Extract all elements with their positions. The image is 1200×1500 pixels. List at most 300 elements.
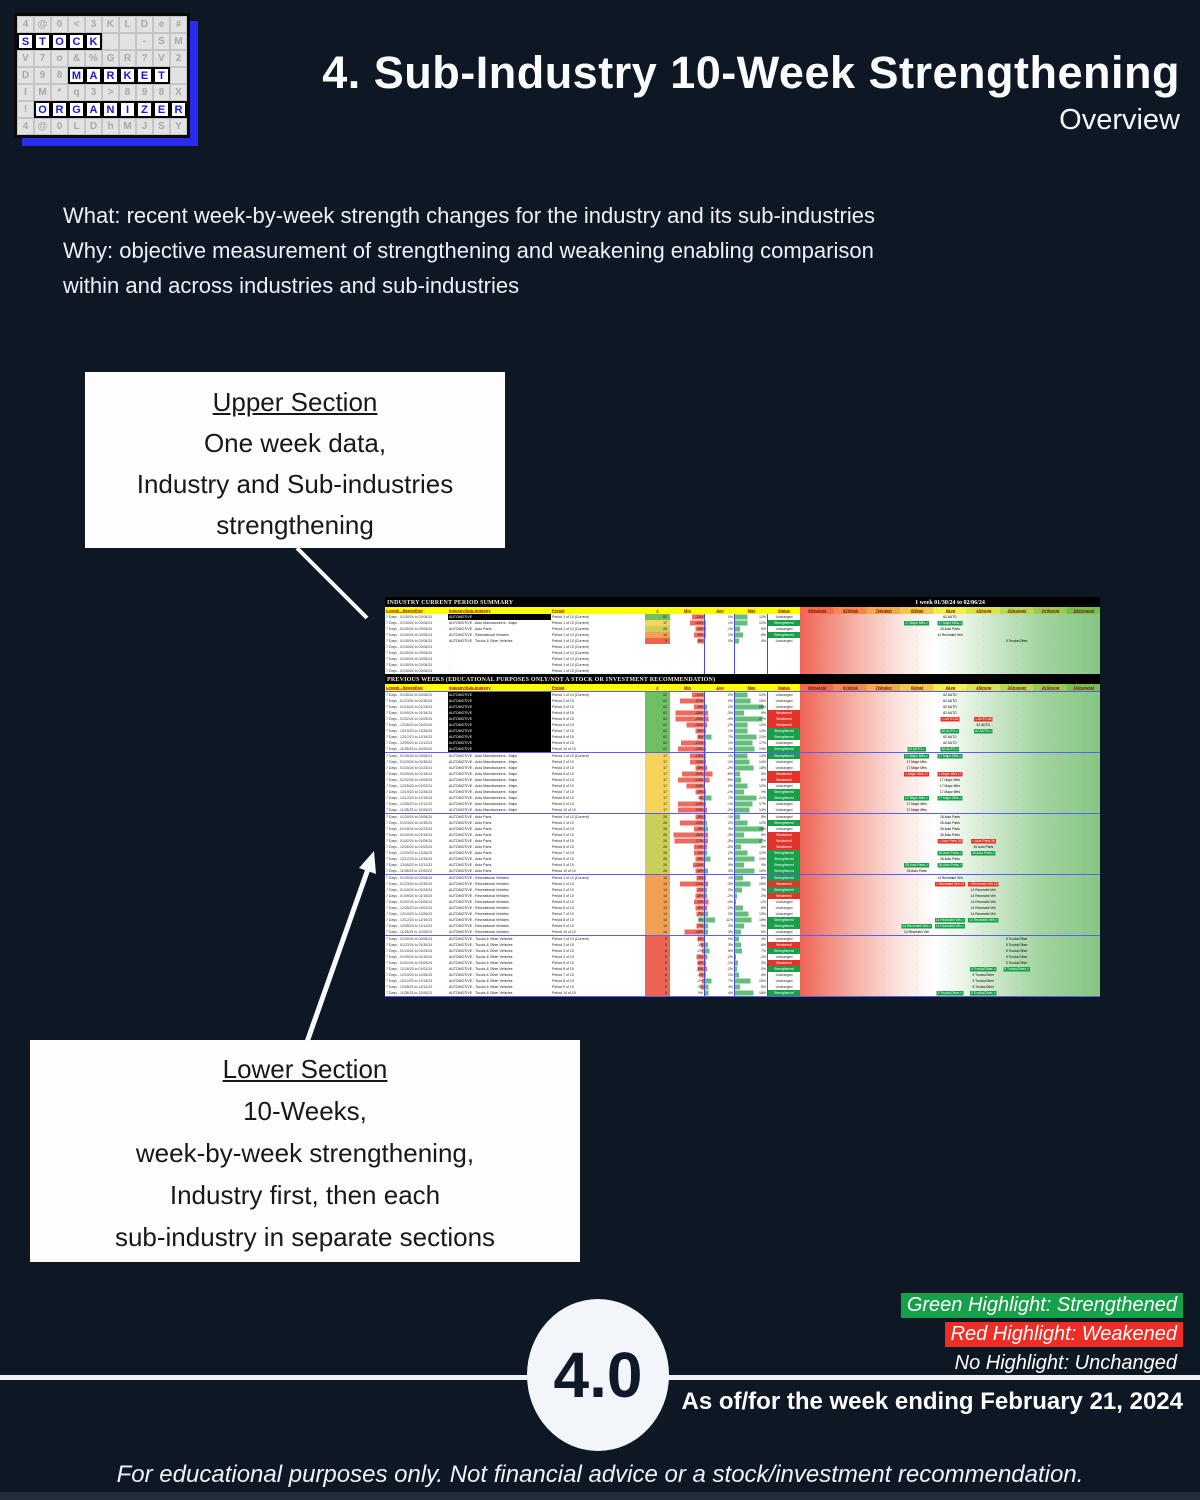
weakened-label: <-AUTO 62 [941,717,959,721]
count-cell: 62 [645,698,670,704]
scale-cell [1000,894,1033,898]
scale-cell [933,723,966,727]
scale-cell [933,888,966,892]
count-cell: 14 [645,887,670,893]
empty-dot: . [1016,645,1018,649]
empty-dot: . [949,912,951,916]
data-bar [705,955,707,960]
scale-cell [1067,888,1100,892]
metric-value: -9% [696,900,703,904]
scale-cell [867,754,900,758]
scale-cell [1067,827,1100,831]
data-bar [735,833,744,838]
empty-dot: . [816,900,818,904]
empty-dot: . [849,876,851,880]
metric-cell [670,929,705,935]
scale-cell [933,955,966,959]
period-cell: Period 7 of 10 [552,729,574,733]
position-label: 5 Trucks/Other [1005,955,1028,959]
data-bar [735,760,749,765]
scale-cell [1067,863,1100,867]
period-cell: Period 8 of 10 [552,979,574,983]
empty-dot: . [1082,766,1084,770]
metric-value: 6% [760,778,766,782]
scale-cell [833,912,866,916]
empty-dot: . [882,627,884,631]
scale-cell [1033,790,1066,794]
date-range-cell: 7 Days - 01/02/24 to 01/09/24 [386,900,433,904]
scale-cell [900,615,933,619]
date-range-cell: 7 Days - 12/12/23 to 12/19/23 [386,796,433,800]
sheet-row [385,668,1100,674]
scale-cell [1000,790,1033,794]
column-header: Status [777,685,791,690]
data-bar [705,747,706,752]
scale-cell [867,717,900,721]
position-label: 5 Trucks/Other [972,985,995,989]
scale-cell [967,985,1000,990]
period-cell: Period 6 of 10 [552,906,574,910]
scale-cell [1033,991,1066,995]
metric-value: -27% [694,839,703,843]
strengthened-label: 14 Recreatnl Veh-> [969,918,998,922]
empty-dot: . [982,772,984,776]
empty-dot: . [916,735,918,739]
empty-dot: . [882,790,884,794]
empty-dot: . [916,967,918,971]
logo-filler-cell [170,67,187,84]
status-cell: Unchanged [768,911,800,917]
empty-dot: . [916,778,918,782]
empty-dot: . [949,985,951,989]
metric-value: -18% [694,930,703,934]
scale-cell [1067,876,1100,880]
scale-cell [833,833,866,837]
column-header: Max [747,608,756,613]
empty-dot: . [1082,949,1084,953]
empty-dot: . [849,888,851,892]
empty-dot: . [916,839,918,843]
scale-cell [900,657,933,661]
date-range-cell: 7 Days - 01/30/24 to 02/06/24 [386,615,433,619]
empty-dot: . [1082,815,1084,819]
date-range-cell: 7 Days - 01/30/24 to 02/06/24 [386,639,433,643]
scale-cell [867,621,900,625]
empty-dot: . [816,711,818,715]
position-label: 17 Major Mfrs [939,778,961,782]
empty-dot: . [1082,924,1084,928]
metric-value: 3% [727,924,733,928]
period-cell: Period 10 of 10 [552,808,576,812]
scale-cell [867,815,900,819]
scale-cell [967,645,1000,649]
data-bar [705,845,707,850]
scale-cell [1000,833,1033,837]
scale-cell [900,869,933,874]
date-range-cell: 7 Days - 01/09/24 to 01/16/24 [386,833,433,837]
scale-cell [933,991,966,996]
scale-cell [933,790,966,795]
scale-cell [1000,912,1033,916]
scale-cell [1033,833,1066,837]
empty-dot: . [816,621,818,625]
data-bar [735,711,744,716]
date-range-cell: 7 Days - 01/30/24 to 02/06/24 [386,669,433,673]
scale-cell [933,943,966,947]
period-cell: Period 1 of 10 (Current) [552,639,589,643]
empty-dot: . [1082,669,1084,673]
empty-dot: . [1016,930,1018,934]
empty-dot: . [1082,918,1084,922]
status-cell: Strengthened [768,746,800,752]
period-cell: Period 5 of 10 [552,900,574,904]
empty-dot: . [1049,796,1051,800]
date-range-cell: 7 Days - 11/28/23 to 12/05/23 [386,808,432,812]
scale-cell [800,760,833,764]
metric-value: -3% [726,711,733,715]
column-header: Period [552,608,565,613]
empty-dot: . [916,833,918,837]
scale-cell [800,985,833,989]
empty-dot: . [816,790,818,794]
metric-value: -21% [694,741,703,745]
disclaimer-footer: For educational purposes only. Not financial advice or a stock/investment recommendation. [116,1461,1084,1488]
industry-cell: AUTOMOTIVE - Auto Manufacturers - Major [449,621,518,625]
date-range-cell: 7 Days - 11/28/23 to 12/05/23 [386,869,432,873]
empty-dot: . [765,645,766,649]
empty-dot: . [982,955,984,959]
scale-cell [1067,937,1100,941]
data-bar [705,723,707,728]
scale-column-header: 4Strong [967,607,1000,614]
position-label: 14 Recreatnl Veh [904,930,930,934]
data-bar [705,815,706,820]
empty-dot: . [1049,906,1051,910]
position-label: 5 Trucks/Other [972,973,995,977]
data-bar [735,900,736,905]
metric-cell [705,746,735,752]
empty-dot: . [1082,930,1084,934]
metric-value: 8% [760,876,766,880]
period-cell: Period 1 of 10 (Current) [552,645,589,649]
empty-dot: . [816,894,818,898]
empty-dot: . [882,693,884,697]
data-bar [705,839,708,844]
empty-dot: . [916,711,918,715]
date-range-cell: 7 Days - 01/30/24 to 02/06/24 [386,754,433,758]
status-cell: Unchanged [768,692,800,698]
data-bar [705,961,706,966]
empty-dot: . [765,663,766,667]
lower-table-body [385,691,1100,997]
count-cell: 5 [645,990,670,996]
scale-cell [833,869,866,873]
empty-dot: . [1049,754,1051,758]
empty-dot: . [1049,815,1051,819]
empty-dot: . [816,845,818,849]
date-range-cell: 7 Days - 01/30/24 to 02/06/24 [386,693,433,697]
scale-cell [1000,621,1033,625]
scale-cell [1067,961,1100,965]
empty-dot: . [816,943,818,947]
status-cell: Weakened [768,710,800,716]
position-label: 14 Recreatnl Veh [970,888,996,892]
data-bar [705,621,706,626]
scale-cell [867,894,900,898]
metric-value: -11% [695,615,703,619]
scale-cell [800,808,833,812]
column-header: Avg [716,685,724,690]
date-range-cell: 7 Days - 12/19/23 to 12/26/23 [386,973,433,977]
empty-dot: . [982,651,984,655]
period-cell: Period 3 of 10 [552,827,574,831]
scale-cell [833,808,866,812]
empty-dot: . [849,627,851,631]
logo-filler-cell: V [153,50,170,67]
scale-cell [833,699,866,703]
scale-cell [1067,882,1100,886]
empty-dot: . [1082,851,1084,855]
status-cell: Weakened [768,838,800,844]
scale-cell [933,808,966,812]
data-bar [705,876,706,881]
scale-cell [900,796,933,801]
scale-cell [967,857,1000,861]
metric-value: -3% [726,839,733,843]
scale-cell [900,693,933,697]
scale-cell [1033,627,1066,631]
scale-cell [1067,973,1100,977]
empty-dot: . [849,621,851,625]
empty-dot: . [1082,615,1084,619]
scale-cell [967,827,1000,831]
status-cell: Weakened [768,716,800,722]
period-cell: Period 1 of 10 (Current) [552,693,589,697]
scale-cell [1067,912,1100,916]
empty-dot: . [1016,973,1018,977]
scale-cell [800,918,833,922]
scale-cell [1033,985,1066,989]
count-cell: 62 [645,722,670,728]
empty-dot: . [816,651,818,655]
industry-cell: AUTOMOTIVE - Recreational Vehicles [449,882,509,886]
industry-cell: AUTOMOTIVE [448,722,551,728]
metric-value: -24% [694,778,703,782]
lower-section-callout [30,1040,580,1262]
empty-dot: . [1016,979,1018,983]
empty-dot: . [916,900,918,904]
empty-dot: . [1049,723,1051,727]
scale-cell [833,973,866,977]
empty-dot: . [949,937,951,941]
industry-cell: AUTOMOTIVE - Recreational Vehicles [449,924,509,928]
scale-cell [800,735,833,739]
scale-cell [833,876,866,880]
scale-cell [833,802,866,806]
scale-cell [833,949,866,953]
count-cell: 62 [645,734,670,740]
scale-cell [967,869,1000,873]
data-bar [735,930,741,935]
empty-dot: . [1049,851,1051,855]
scale-cell [1000,669,1033,673]
empty-dot: . [1016,802,1018,806]
empty-dot: . [949,639,951,643]
empty-dot: . [816,633,818,637]
date-range-cell: 7 Days - 01/30/24 to 02/06/24 [386,657,433,661]
position-label: 62 AUTO [943,615,957,619]
industry-cell: AUTOMOTIVE - Auto Manufacturers - Major [449,784,518,788]
scale-cell [867,790,900,794]
scale-cell [1067,760,1100,764]
empty-dot: . [849,699,851,703]
scale-cell [900,955,933,959]
scale-cell [867,900,900,904]
empty-dot: . [816,851,818,855]
column-header: Max [747,685,756,690]
date-range-cell: 7 Days - 01/02/24 to 01/09/24 [386,778,433,782]
empty-dot: . [882,633,884,637]
logo-filler-cell: ? [136,50,153,67]
period-cell: Period 8 of 10 [552,735,574,739]
scale-cell [1067,894,1100,898]
empty-dot: . [1082,657,1084,661]
empty-dot: . [816,796,818,800]
scale-cell [900,973,933,977]
metric-value: 9% [760,863,766,867]
empty-dot: . [1016,839,1018,843]
empty-dot: . [1082,955,1084,959]
logo-filler-cell: 4 [17,16,34,33]
empty-dot: . [816,815,818,819]
empty-dot: . [816,961,818,965]
banner-title: PREVIOUS WEEKS (EDUCATIONAL PURPOSES ONLY/NOT A STOCK OR INVESTMENT RECOMMENDATION) [387,675,716,683]
count-cell: 62 [645,740,670,746]
metric-cell [670,668,705,674]
empty-dot: . [882,991,884,995]
empty-dot: . [982,754,984,758]
scale-cell [833,918,866,922]
metric-value: -3% [726,833,733,837]
empty-dot: . [849,711,851,715]
empty-dot: . [882,985,884,989]
empty-dot: . [1049,985,1051,989]
empty-dot: . [882,979,884,983]
metric-value: 0% [697,991,703,995]
empty-dot: . [982,949,984,953]
empty-dot: . [916,651,918,655]
empty-dot: . [816,615,818,619]
empty-dot: . [882,949,884,953]
scale-cell [1033,937,1066,941]
empty-dot: . [1049,876,1051,880]
scale-column-header: 8VWeak [833,607,866,614]
empty-dot: . [982,937,984,941]
empty-dot: . [916,705,918,709]
scale-cell [967,924,1000,928]
scale-cell [800,699,833,703]
metric-value: 8% [760,906,766,910]
banner-week-range: 1 week 01/30/24 to 02/06/24 [915,598,985,606]
metric-value: 0% [727,784,733,788]
count-cell: 14 [645,917,670,923]
scale-cell [933,876,966,881]
empty-dot: . [849,657,851,661]
metric-cell [735,929,768,935]
scale-cell [967,717,1000,722]
empty-dot: . [1049,621,1051,625]
scale-cell [967,735,1000,739]
upper-callout-title: Upper Section [212,387,378,417]
industry-cell: AUTOMOTIVE - Auto Parts [449,857,492,861]
scale-cell [900,621,933,626]
industry-cell: AUTOMOTIVE - Auto Parts [449,851,492,855]
scale-cell [833,645,866,649]
scale-cell [967,979,1000,984]
empty-dot: . [916,723,918,727]
logo-filler-cell: @ [34,16,51,33]
scale-cell [1000,741,1033,745]
scale-cell [933,766,966,770]
industry-cell: AUTOMOTIVE [448,716,551,722]
data-bar [735,766,753,771]
empty-dot: . [1049,900,1051,904]
period-cell: Period 1 of 10 (Current) [552,627,589,631]
metric-value: -2% [726,894,733,898]
scale-cell [867,784,900,788]
scale-cell [833,955,866,959]
empty-dot: . [1016,991,1018,995]
empty-dot: . [949,906,951,910]
scale-cell [900,747,933,752]
empty-dot: . [982,808,984,812]
period-cell: Period 3 of 10 [552,705,574,709]
scale-cell [833,888,866,892]
scale-cell [900,699,933,703]
scale-cell [933,821,966,826]
scale-cell [867,778,900,782]
scale-cell [933,973,966,977]
scale-cell [1067,705,1100,709]
metric-value: 4% [760,973,766,977]
strengthened-label: 62 AUTO-> [941,747,959,751]
scale-cell [833,627,866,631]
scale-cell [867,906,900,910]
empty-dot: . [816,937,818,941]
count-cell: 5 [645,942,670,948]
lower-callout-title: Lower Section [222,1054,388,1084]
empty-dot: . [882,930,884,934]
empty-dot: . [666,663,667,667]
period-cell: Period 6 of 10 [552,845,574,849]
metric-value: -26% [694,711,703,715]
metric-cell [705,668,735,674]
metric-value: 2% [727,821,733,825]
metric-value: -8% [696,729,703,733]
scale-cell [1033,633,1066,637]
empty-dot: . [1082,845,1084,849]
date-range-cell: 7 Days - 12/26/23 to 01/02/24 [386,967,433,971]
scale-column-header: 9Weakest [800,684,833,691]
period-cell: Period 1 of 10 (Current) [552,754,589,758]
date-range-cell: 7 Days - 11/28/23 to 12/05/23 [386,747,432,751]
scale-cell [967,711,1000,715]
scale-cell [933,729,966,734]
empty-dot: . [916,961,918,965]
metric-value: 8% [760,633,766,637]
metric-value: -9% [696,705,703,709]
empty-dot: . [1082,784,1084,788]
